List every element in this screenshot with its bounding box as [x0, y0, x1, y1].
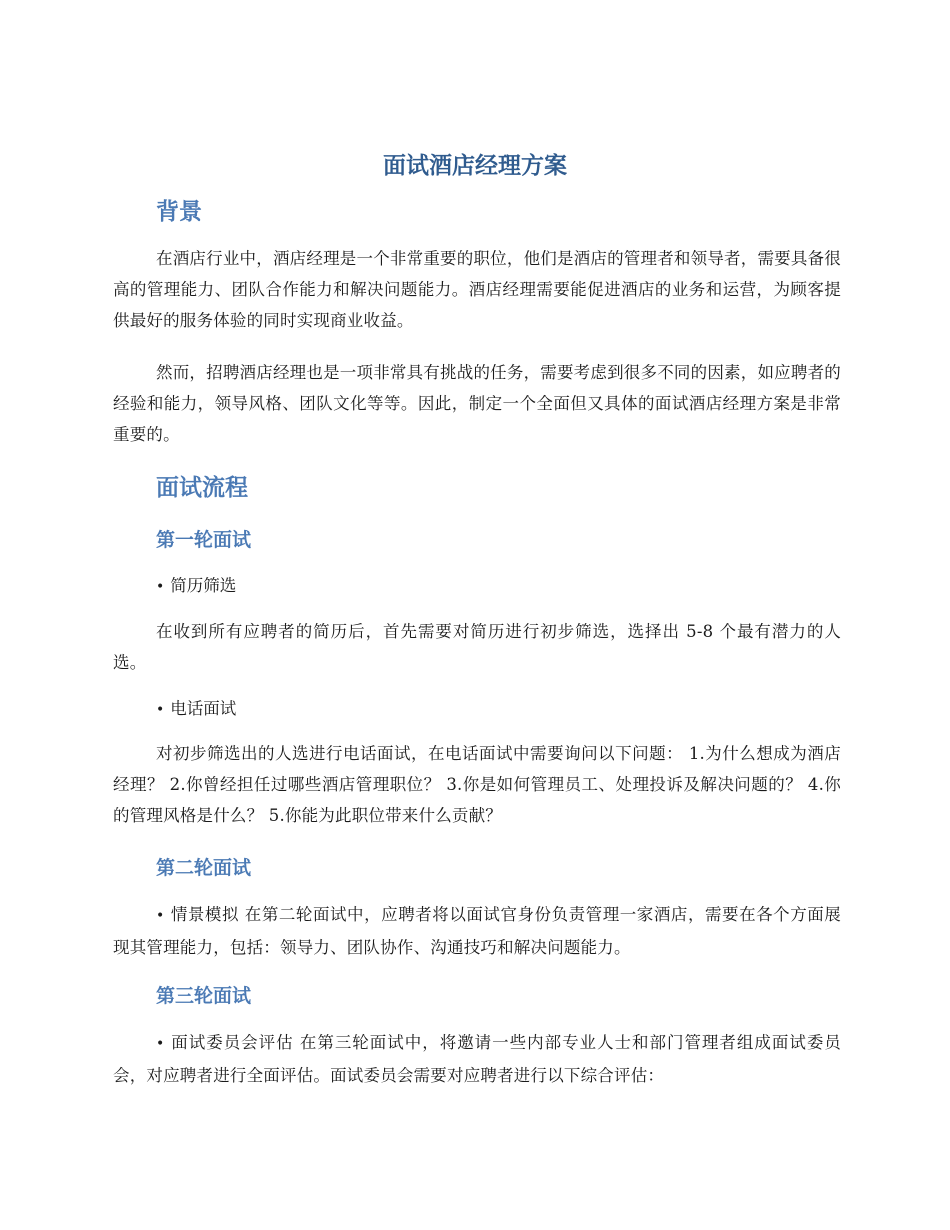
- bullet-resume-screening: [156, 570, 236, 603]
- bullet-phone-interview: [156, 693, 236, 726]
- heading-round-2: 第二轮面试: [156, 857, 252, 879]
- bullet-text: 在第二轮面试中，应聘者将以面试官身份负责管理一家酒店，需要在各个方面展现其管理能力，包括：领导力、团队协作、沟通技巧和解决问题能力。: [113, 905, 841, 957]
- bullet-glyph: •: [156, 579, 165, 595]
- background-paragraph-2: 然而，招聘酒店经理也是一项非常具有挑战的任务，需要考虑到很多不同的因素，如应聘者的经验和能力，领导风格、团队文化等等。因此，制定一个全面但又具体的面试酒店经理方案是非常重要的。: [113, 363, 841, 444]
- background-paragraph-1: 在酒店行业中，酒店经理是一个非常重要的职位，他们是酒店的管理者和领导者，需要具备很高的管理能力、团队合作能力和解决问题能力。酒店经理需要能促进酒店的业务和运营，为顾客提供最好的服务体验的同时实现商业收益。: [113, 249, 841, 330]
- heading-round-3: 第三轮面试: [156, 985, 252, 1007]
- bullet-glyph: •: [156, 908, 165, 924]
- bullet-text: 在第三轮面试中，将邀请一些内部专业人士和部门管理者组成面试委员会，对应聘者进行全面评估。面试委员会需要对应聘者进行以下综合评估：: [113, 1033, 841, 1085]
- round1-paragraph-1: 在收到所有应聘者的简历后，首先需要对简历进行初步筛选，选择出 5-8 个最有潜力的人选。: [113, 622, 841, 672]
- heading-process: 面试流程: [156, 475, 248, 501]
- round3-bullet-paragraph: [113, 1027, 841, 1091]
- bullet-label: 电话面试: [170, 699, 237, 718]
- page-title: 面试酒店经理方案: [383, 153, 567, 179]
- bullet-label: 简历筛选: [170, 576, 237, 595]
- bullet-glyph: •: [156, 1036, 165, 1052]
- round2-bullet-paragraph: [113, 899, 841, 963]
- heading-round-1: 第一轮面试: [156, 529, 252, 551]
- heading-background: 背景: [156, 199, 202, 225]
- bullet-glyph: •: [156, 702, 165, 718]
- round1-paragraph-2: 对初步筛选出的人选进行电话面试，在电话面试中需要询问以下问题： 1.为什么想成为酒店经理？ 2.你曾经担任过哪些酒店管理职位？ 3.你是如何管理员工、处理投诉及解决问题的？ 4.你的管理风格是什么？ 5.你能为此职位带来什么贡献？: [113, 744, 841, 825]
- bullet-label: 情景模拟: [170, 905, 239, 924]
- bullet-label: 面试委员会评估: [170, 1033, 294, 1052]
